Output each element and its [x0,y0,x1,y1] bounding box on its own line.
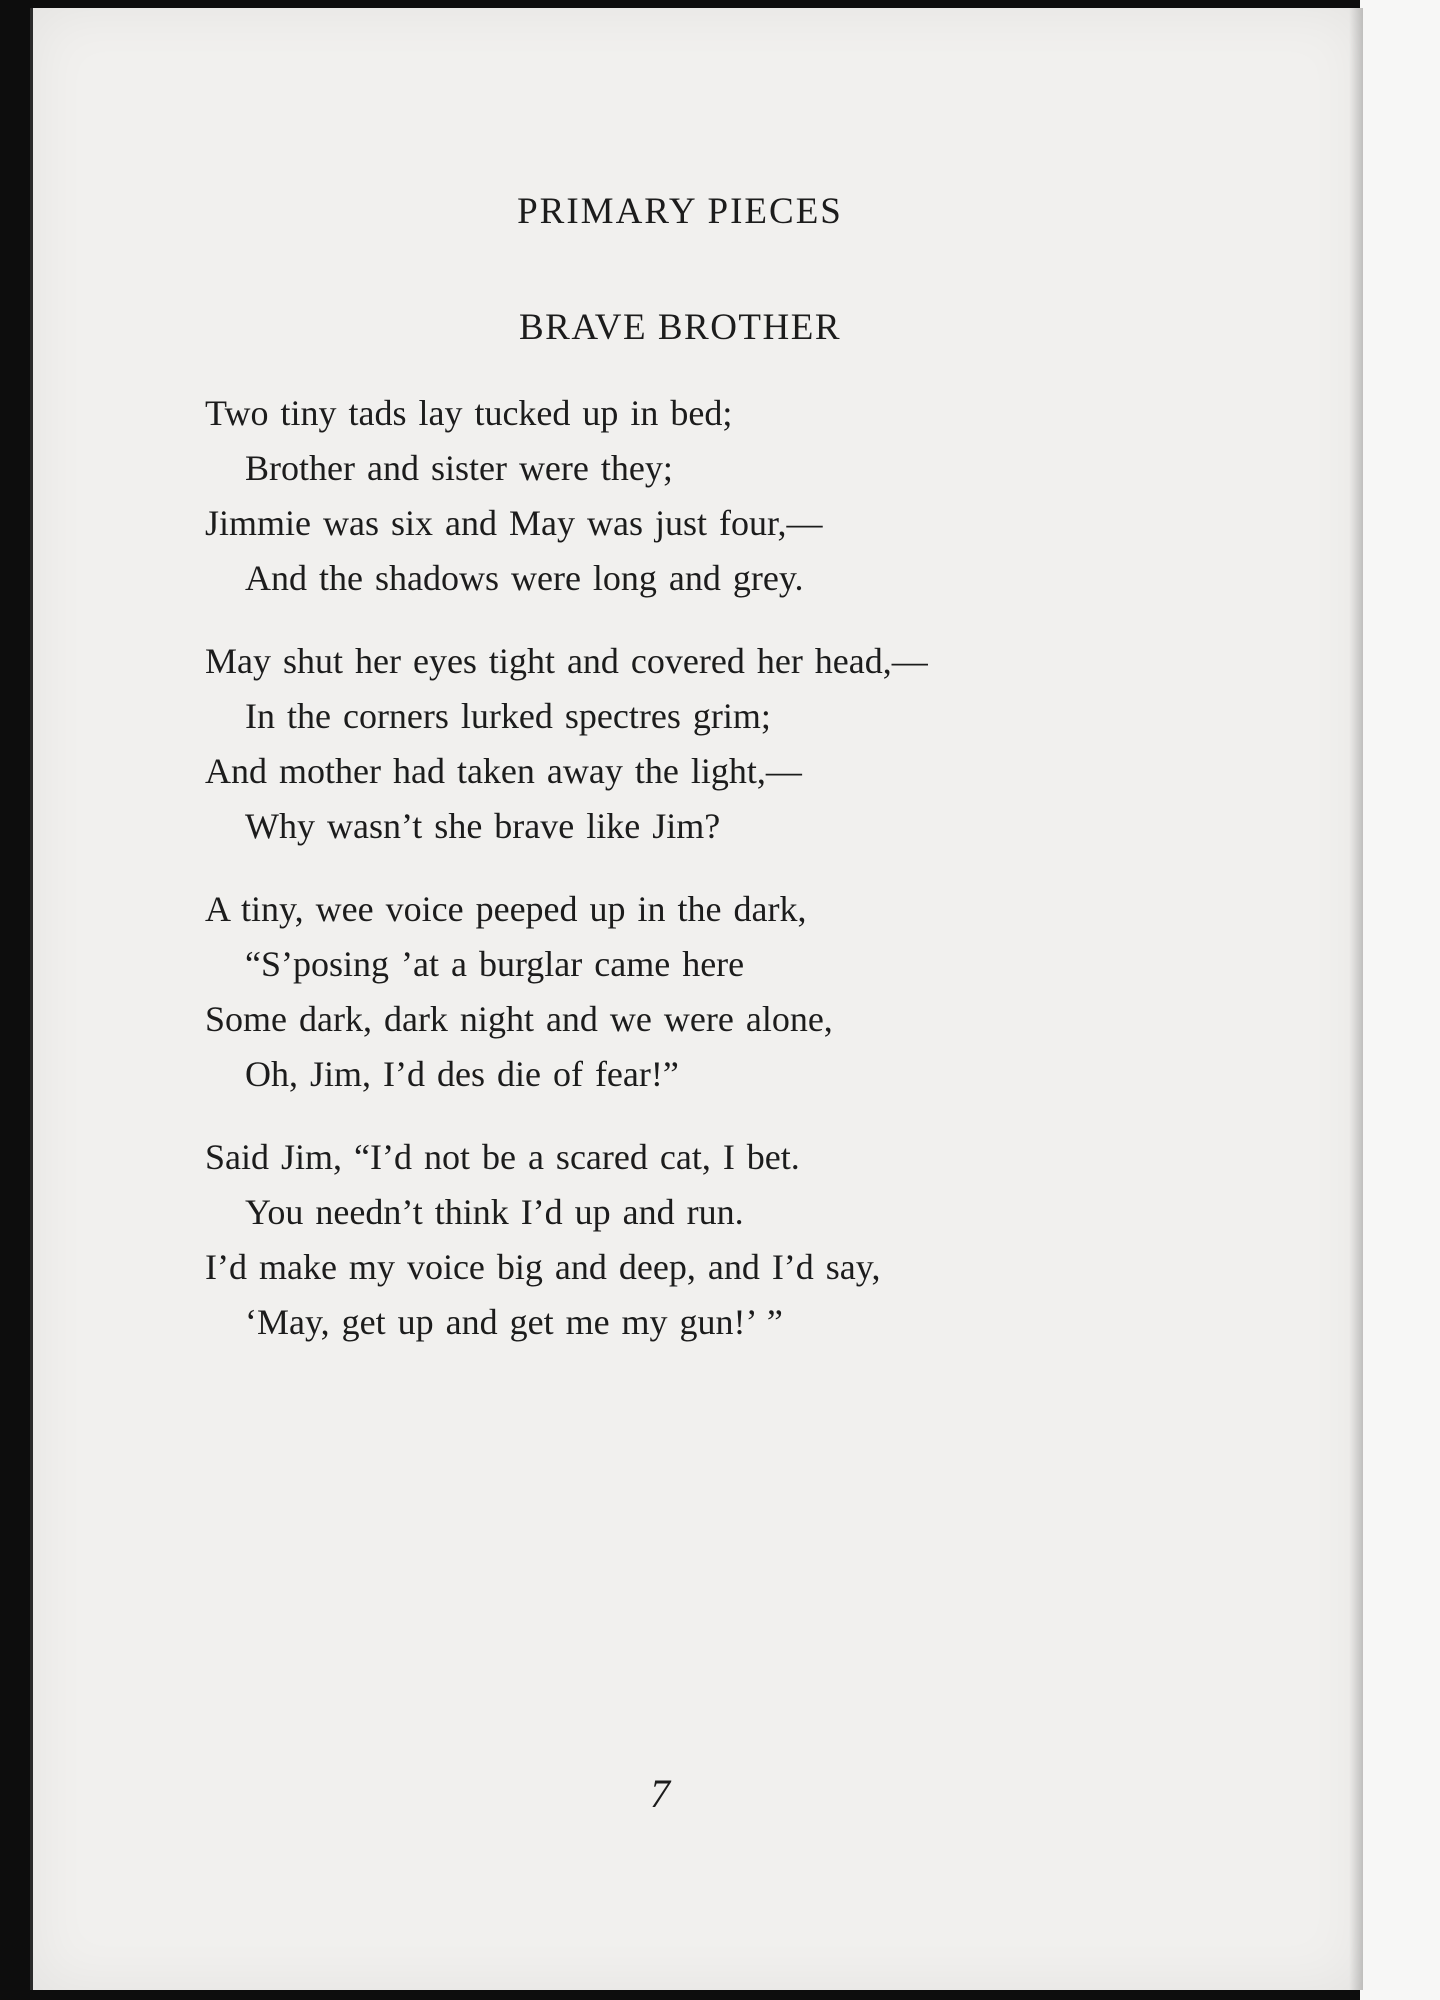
poem-line: A tiny, wee voice peeped up in the dark, [205,889,807,929]
poem-line: May shut her eyes tight and covered her head,— [205,641,928,681]
poem-line: Why wasn’t she brave like Jim? [245,806,721,846]
stanza [205,1130,1205,1350]
poem-line: Oh, Jim, I’d des die of fear!” [245,1054,679,1094]
poem-line: Brother and sister were they; [245,448,673,488]
running-head-text: PRIMARY PIECES [517,191,843,232]
poem-line: ‘May, get up and get me my gun!’ ” [245,1302,783,1342]
page-number: 7 [650,1771,670,1816]
poem-title-text: BRAVE BROTHER [518,307,842,348]
running-head [0,190,1360,233]
right-margin [1360,0,1440,2000]
poem-body [205,386,1205,1378]
poem-line: And the shadows were long and grey. [245,558,804,598]
poem-line: “S’posing ’at a burglar came here [245,944,745,984]
poem-line: Jimmie was six and May was just four,— [205,503,823,543]
poem-line: Some dark, dark night and we were alone, [205,999,833,1039]
stanza [205,882,1205,1102]
poem-title [0,306,1360,349]
poem-line: And mother had taken away the light,— [205,751,802,791]
poem-line: You needn’t think I’d up and run. [245,1192,744,1232]
stanza [205,634,1205,854]
poem-line: Said Jim, “I’d not be a scared cat, I bet. [205,1137,800,1177]
poem-line: Two tiny tads lay tucked up in bed; [205,393,733,433]
poem-line: In the corners lurked spectres grim; [245,696,771,736]
stanza [205,386,1205,606]
poem-line: I’d make my voice big and deep, and I’d say, [205,1247,881,1287]
